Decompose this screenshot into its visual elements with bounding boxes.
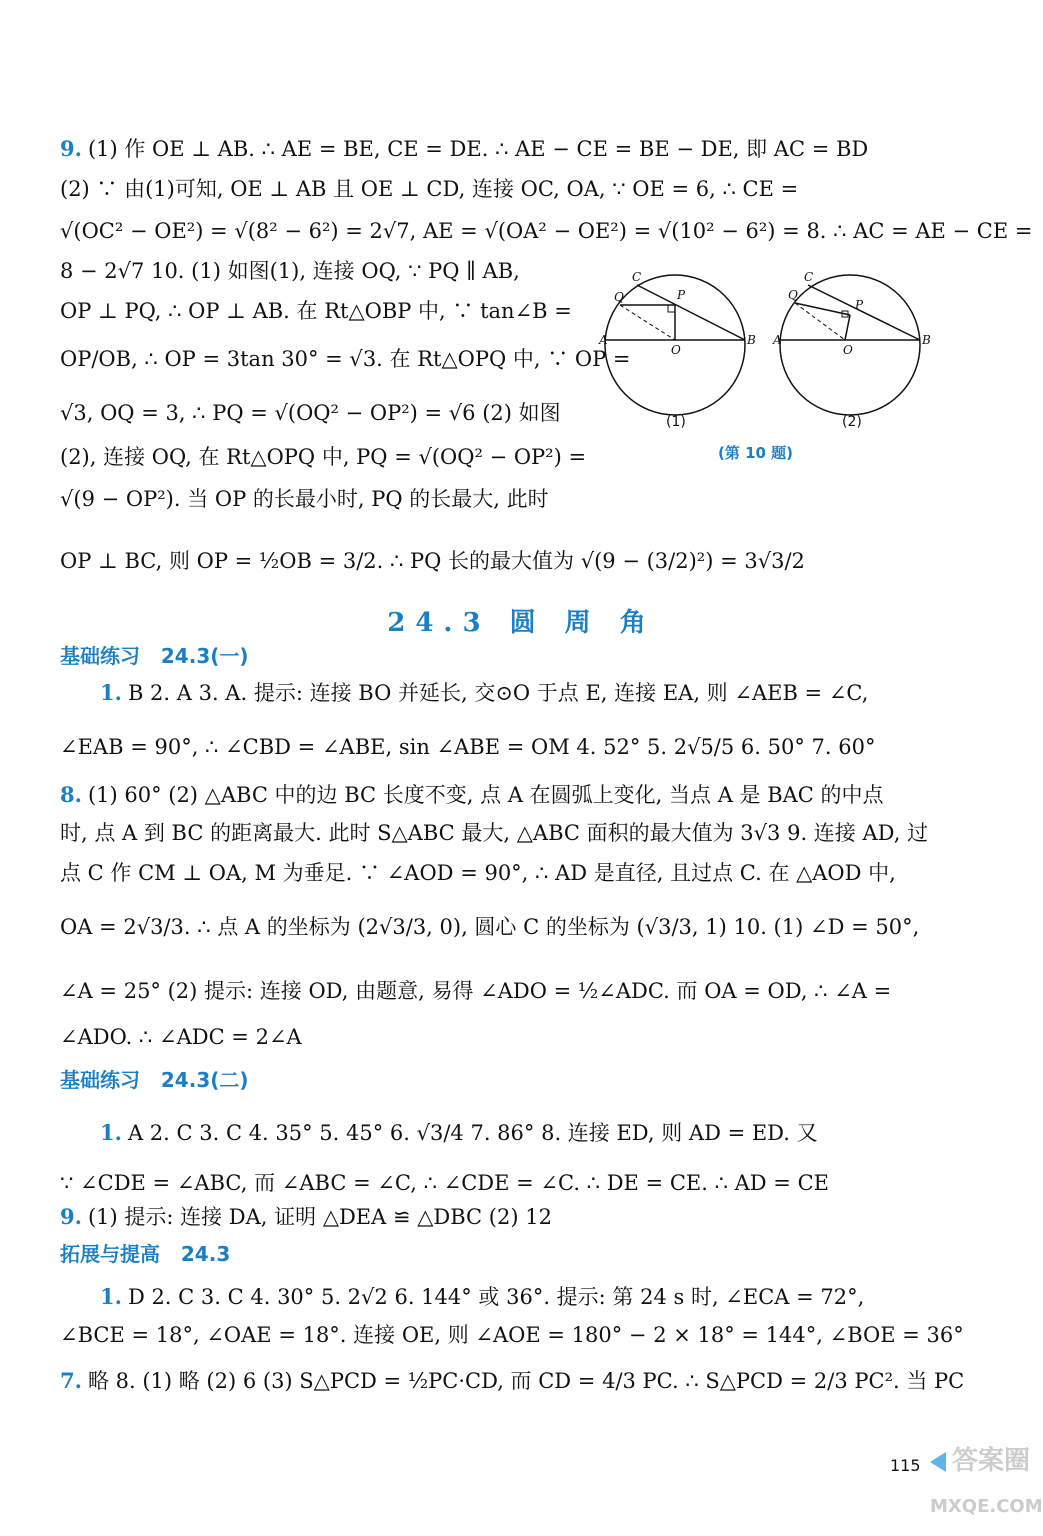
answer-line xyxy=(60,546,805,576)
answer-line xyxy=(60,1320,964,1350)
item-number: 1. xyxy=(100,680,122,705)
answer-text: OA = 2√3/3. ∴ 点 A 的坐标为 (2√3/3, 0), 圆心 C 的坐标为 (√3/3, 1) 10. (1) ∠D = 50°, xyxy=(60,915,920,939)
label-q-2: Q xyxy=(788,288,798,302)
answer-line xyxy=(60,216,1032,246)
item-number: 7. xyxy=(60,1368,82,1393)
chord-cb-2 xyxy=(808,285,920,340)
answer-line xyxy=(60,442,586,472)
answer-line xyxy=(60,1168,829,1198)
figure-question-10 xyxy=(600,265,930,435)
answer-text: 时, 点 A 到 BC 的距离最大. 此时 S△ABC 最大, △ABC 面积的最大值为 3√3 9. 连接 AD, 过 xyxy=(60,821,929,845)
answer-text: ∵ ∠CDE = ∠ABC, 而 ∠ABC = ∠C, ∴ ∠CDE = ∠C. ∴ DE = CE. ∴ AD = CE xyxy=(60,1171,829,1195)
label-o-1: O xyxy=(671,343,681,357)
answer-text: A 2. C 3. C 4. 35° 5. 45° 6. √3/4 7. 86° 8. 连接 ED, 则 AD = ED. 又 xyxy=(127,1121,818,1145)
item-number: 1. xyxy=(100,1120,122,1145)
answer-line xyxy=(60,1202,552,1232)
answer-text: (1) 60° (2) △ABC 中的边 BC 长度不变, 点 A 在圆弧上变化, 当点 A 是 BAC 的中点 xyxy=(87,783,884,807)
answer-text: ∠BCE = 18°, ∠OAE = 18°. 连接 OE, 则 ∠AOE = 180° − 2 × 18° = 144°, ∠BOE = 36° xyxy=(60,1323,964,1347)
answer-text: D 2. C 3. C 4. 30° 5. 2√2 6. 144° 或 36°. 提示: 第 24 s 时, ∠ECA = 72°, xyxy=(127,1285,865,1309)
watermark-logo: 答案圈 xyxy=(952,1446,1031,1476)
label-o-2: O xyxy=(843,343,853,357)
figure-caption-1: (1) xyxy=(666,414,686,430)
segment-op-2 xyxy=(845,315,850,340)
answer-line xyxy=(60,818,928,848)
answer-text: (2), 连接 OQ, 在 Rt△OPQ 中, PQ = √(OQ² − OP²) = xyxy=(60,445,587,469)
answer-line xyxy=(100,678,868,708)
subheading-basic-2 xyxy=(60,1064,249,1093)
answer-text: √(9 − OP²). 当 OP 的长最小时, PQ 的长最大, 此时 xyxy=(60,487,549,511)
answer-text: B 2. A 3. A. 提示: 连接 BO 并延长, 交⊙O 于点 E, 连接 EA, 则 ∠AEB = ∠C, xyxy=(127,681,869,705)
subheading-label: 基础练习 xyxy=(60,644,140,668)
label-b-1: B xyxy=(747,333,756,347)
answer-text: (1) 作 OE ⊥ AB. ∴ AE = BE, CE = DE. ∴ AE − CE = BE − DE, 即 AC = BD xyxy=(87,137,869,161)
answer-text: √(OC² − OE²) = √(8² − 6²) = 2√7, AE = √(OA² − OE²) = √(10² − 6²) = 8. ∴ AC = AE − CE = xyxy=(60,219,1033,243)
answer-line xyxy=(60,780,884,810)
answer-text: ∠ADO. ∴ ∠ADC = 2∠A xyxy=(60,1025,302,1049)
subheading-basic-1 xyxy=(60,640,249,669)
label-p-2: P xyxy=(855,298,864,312)
answer-text: ∠A = 25° (2) 提示: 连接 OD, 由题意, 易得 ∠ADO = ½∠ADC. 而 OA = OD, ∴ ∠A = xyxy=(60,979,892,1003)
answer-text: (1) 提示: 连接 DA, 证明 △DEA ≌ △DBC (2) 12 xyxy=(87,1205,552,1229)
answer-line xyxy=(100,1282,864,1312)
answer-text: (2) ∵ 由(1)可知, OE ⊥ AB 且 OE ⊥ CD, 连接 OC, OA, ∵ OE = 6, ∴ CE = xyxy=(60,177,799,201)
subheading-label: 基础练习 xyxy=(60,1068,140,1092)
label-p-1: P xyxy=(677,288,686,302)
subheading-extension xyxy=(60,1238,230,1267)
answer-line xyxy=(60,174,798,204)
answer-text: ∠EAB = 90°, ∴ ∠CBD = ∠ABE, sin ∠ABE = OM 4. 52° 5. 2√5/5 6. 50° 7. 60° xyxy=(60,735,876,759)
subheading-code: 24.3(二) xyxy=(160,1068,249,1092)
answer-line xyxy=(60,344,631,374)
label-a-1: A xyxy=(599,333,608,347)
item-number: 9. xyxy=(60,1204,82,1229)
label-q-1: Q xyxy=(614,290,624,304)
answer-line xyxy=(60,1022,302,1052)
right-angle-mark-1 xyxy=(668,305,675,312)
answer-text: OP ⊥ BC, 则 OP = ½OB = 3/2. ∴ PQ 长的最大值为 √(9 − (3/2)²) = 3√3/2 xyxy=(60,549,805,573)
figure-title: (第 10 题) xyxy=(718,444,794,462)
watermark-url: MXQE.COM xyxy=(930,1496,1043,1517)
subheading-code: 24.3(一) xyxy=(160,644,249,668)
segment-oq-1 xyxy=(620,305,675,340)
chord-cb-1 xyxy=(637,285,745,340)
item-number: 9. xyxy=(60,136,82,161)
answer-line xyxy=(60,912,919,942)
subheading-code: 24.3 xyxy=(180,1242,231,1266)
answer-line xyxy=(60,296,572,326)
item-number: 8. xyxy=(60,782,82,807)
answer-text: OP ⊥ PQ, ∴ OP ⊥ AB. 在 Rt△OBP 中, ∵ tan∠B = xyxy=(60,299,572,323)
answer-line xyxy=(60,732,875,762)
subheading-label: 拓展与提高 xyxy=(60,1242,160,1266)
answer-line xyxy=(60,398,561,428)
item-number: 1. xyxy=(100,1284,122,1309)
answer-line xyxy=(60,976,891,1006)
answer-text: 8 − 2√7 10. (1) 如图(1), 连接 OQ, ∵ PQ ∥ AB, xyxy=(60,259,520,283)
figure-caption-2: (2) xyxy=(842,414,862,430)
answer-text: √3, OQ = 3, ∴ PQ = √(OQ² − OP²) = √6 (2) 如图 xyxy=(60,401,561,425)
page-number: 115 xyxy=(890,1456,921,1475)
page-arrow-icon xyxy=(930,1452,946,1472)
answer-line xyxy=(60,134,868,164)
label-c-1: C xyxy=(632,270,642,284)
label-c-2: C xyxy=(804,270,814,284)
label-a-2: A xyxy=(773,333,782,347)
answer-line xyxy=(60,484,549,514)
answer-line xyxy=(60,1366,964,1396)
label-b-2: B xyxy=(922,333,931,347)
answer-text: 点 C 作 CM ⊥ OA, M 为垂足. ∵ ∠AOD = 90°, ∴ AD 是直径, 且过点 C. 在 △AOD 中, xyxy=(60,861,896,885)
answer-line xyxy=(100,1118,818,1148)
answer-text: 略 8. (1) 略 (2) 6 (3) S△PCD = ½PC·CD, 而 CD = 4/3 PC. ∴ S△PCD = 2/3 PC². 当 PC xyxy=(87,1369,965,1393)
answer-text: OP/OB, ∴ OP = 3tan 30° = √3. 在 Rt△OPQ 中, ∵ OP = xyxy=(60,347,631,371)
answer-line xyxy=(60,858,896,888)
section-title: 24.3 圆 周 角 xyxy=(387,608,656,638)
answer-line xyxy=(60,256,520,286)
